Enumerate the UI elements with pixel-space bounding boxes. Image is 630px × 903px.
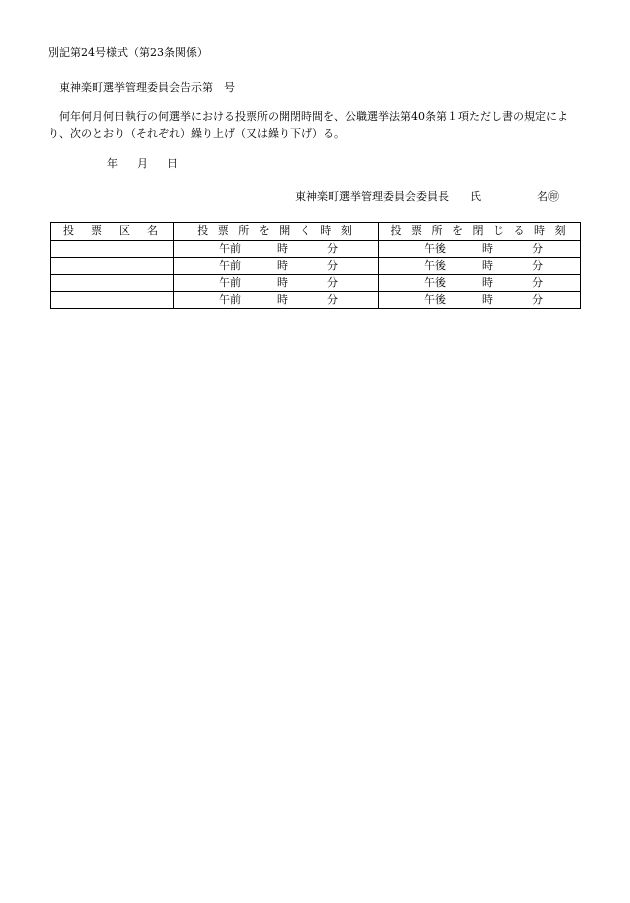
district-cell [51,257,174,274]
seal-label: 名㊞ [537,190,559,203]
ampm-label: 午後 [424,258,446,272]
ampm-label: 午後 [424,241,446,255]
notice-date: 年 月 日 [107,157,182,170]
minute-label: 分 [532,241,543,255]
hour-label: 時 [482,241,493,255]
minute-label: 分 [327,292,338,306]
header-district: 投 票 区 名 [51,223,174,241]
ampm-label: 午前 [219,292,241,306]
table-row [51,257,581,274]
minute-label: 分 [532,275,543,289]
hour-label: 時 [482,258,493,272]
chairman-title: 東神楽町選挙管理委員会委員長 [295,190,449,203]
notice-title: 東神楽町選挙管理委員会告示第 号 [59,81,235,94]
close-time-cell [379,257,581,274]
header-close-time: 投 票 所 を 閉 じ る 時 刻 [379,223,581,241]
minute-label: 分 [327,275,338,289]
minute-label: 分 [532,292,543,306]
open-time-cell [174,240,379,257]
header-open-time: 投 票 所 を 開 く 時 刻 [174,223,379,241]
table-header-row [51,223,581,241]
table-row [51,274,581,291]
open-time-cell [174,291,379,308]
minute-label: 分 [532,258,543,272]
minute-label: 分 [327,241,338,255]
hour-label: 時 [277,292,288,306]
district-cell [51,240,174,257]
ampm-label: 午前 [219,275,241,289]
name-label: 氏 [470,190,481,203]
district-cell [51,291,174,308]
district-cell [51,274,174,291]
hour-label: 時 [482,275,493,289]
ampm-label: 午前 [219,258,241,272]
notice-paragraph: 何年何月何日執行の何選挙における投票所の開閉時間を、公職選挙法第40条第１項ただし書の規定により、次のとおり（それぞれ）繰り上げ（又は繰り下げ）る。 [48,110,568,140]
table-row [51,291,581,308]
hour-label: 時 [277,258,288,272]
hour-label: 時 [277,275,288,289]
hour-label: 時 [277,241,288,255]
ampm-label: 午前 [219,241,241,255]
close-time-cell [379,291,581,308]
ampm-label: 午後 [424,292,446,306]
table-row [51,240,581,257]
open-time-cell [174,257,379,274]
close-time-cell [379,240,581,257]
hour-label: 時 [482,292,493,306]
polling-hours-table [50,222,581,309]
open-time-cell [174,274,379,291]
close-time-cell [379,274,581,291]
minute-label: 分 [327,258,338,272]
form-reference: 別記第24号様式（第23条関係） [48,46,208,59]
ampm-label: 午後 [424,275,446,289]
